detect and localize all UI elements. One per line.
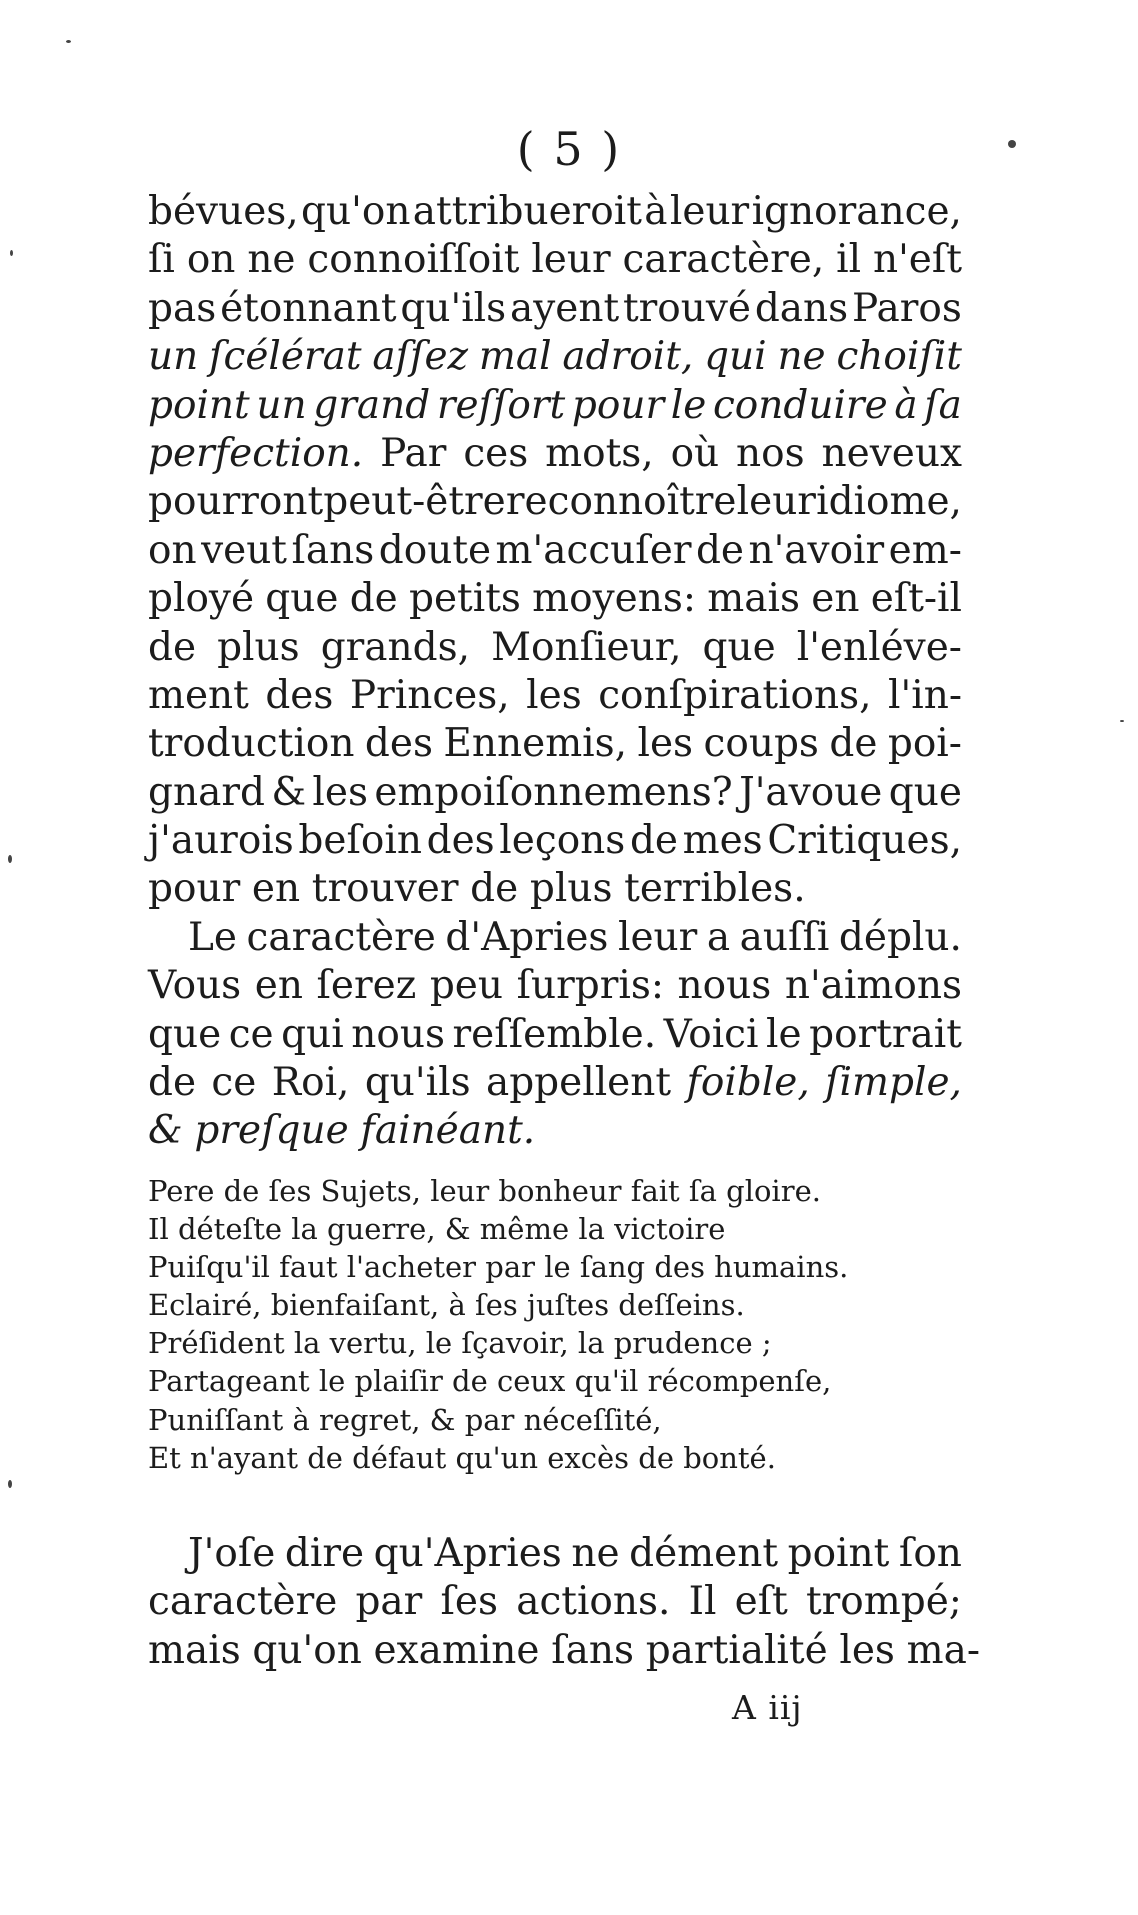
word: dire [284,1531,365,1576]
word: auſſi [739,914,830,960]
word: de [148,1060,197,1106]
word: de [695,527,744,573]
word: nos [736,430,805,476]
word: un [148,334,199,380]
word: eſt-il [870,576,962,622]
text-line [148,1011,962,1059]
word: à [644,189,668,234]
word: en [251,866,301,912]
word: ſerez [316,963,417,1009]
text-line [148,1578,962,1626]
text-line [148,575,962,623]
word: que [888,769,962,815]
word: J'avoue [739,769,883,815]
word: mais [707,576,800,622]
word: portrait [809,1011,962,1057]
word: pour [571,382,665,428]
text-line [148,1059,962,1107]
word: étonnant [220,285,397,331]
word: ſcélérat [209,334,362,380]
text-line [148,624,962,672]
word: coups [703,721,819,767]
verse-line: Pere de ſes Sujets, leur bonheur fait ſa gloire. [148,1174,821,1208]
paragraph-3 [148,1530,981,1675]
word: ſon [898,1531,962,1576]
word: em- [888,527,962,573]
word: ſans [551,1627,635,1673]
ink-speck [8,855,12,863]
word: reconnoître [505,479,737,525]
word: & [271,769,307,815]
verse-line: Préſident la vertu, le ſçavoir, la prudence ; [148,1326,772,1361]
word: idiome, [816,479,962,525]
text-line [148,188,962,236]
word: conſpirations, [598,672,872,718]
word: nous [351,1011,445,1057]
text-line [148,914,962,962]
word: point [787,1531,890,1576]
word: ce [211,1060,257,1106]
word: attribueroit [412,189,642,234]
text-line [148,382,962,430]
word: leur [617,914,698,960]
word: connoiſſoit [307,237,520,283]
text-line [148,817,962,865]
word: ne [777,334,826,380]
word: trompé; [805,1579,962,1625]
verse-line: Puiſqu'il faut l'acheter par le ſang des humains. [148,1250,849,1285]
word: reſſort [436,382,566,428]
word: Il [688,1579,717,1625]
word: ne [571,1531,620,1576]
word: neveux [821,430,962,476]
word: mais [148,1627,241,1673]
word: caractère [246,914,436,960]
word: Roi, [271,1060,350,1106]
word: d'Apries [445,914,609,960]
verse-block [148,1172,938,1477]
word: conduire [712,382,888,428]
text-line [148,672,962,720]
word: m'accuſer [495,527,692,573]
verse-line: Et n'ayant de défaut qu'un excès de bonté. [148,1440,776,1475]
verse-line: Il déteſte la guerre, & même la victoire [148,1212,726,1247]
word: moyens: [532,576,696,622]
word: il [836,237,862,283]
word: qui [704,334,767,380]
word: grand [313,382,431,428]
ink-speck [1008,140,1016,148]
word: les [637,721,694,767]
text-line [148,962,962,1010]
word: qu'ils [400,285,507,331]
word: Paros [852,285,962,331]
word: ayent [510,285,620,331]
word: Le [188,914,237,960]
ink-speck [10,250,13,256]
word: reſſemble. [452,1011,657,1057]
word: de [470,866,519,912]
word: Monſieur, [491,624,682,670]
word: ma- [906,1627,981,1673]
word: actions. [516,1579,671,1625]
word: peut-être [323,479,506,525]
word: trouvé [622,285,752,331]
word: petits [409,576,521,622]
word: doute [378,527,492,573]
word: beſoin [298,818,422,864]
word: Princes, [349,672,510,718]
text-line [148,1627,981,1675]
word: qui [281,1011,344,1057]
word: par [355,1579,423,1625]
word: empoiſonnemens? [374,769,733,815]
text-line [148,1107,962,1155]
word: Vous [148,963,242,1009]
word: leçons [499,818,626,864]
word: on [186,237,236,283]
word: Par [380,430,447,476]
signature-mark: A iij [732,1688,803,1727]
word: à [894,382,918,428]
word: partialité [645,1627,828,1673]
word: qu'on [301,189,411,234]
word: Ennemis, [443,721,628,767]
word: ſimple, [825,1060,962,1106]
word: des [364,721,433,767]
text-line [148,285,962,333]
text-line [148,430,962,478]
verse-line: Partageant le plaiſir de ceux qu'il récompenſe, [148,1364,832,1399]
text-line [148,1530,962,1578]
word: ſi [148,237,175,283]
word: bévues, [148,189,299,234]
word: pas [148,285,217,331]
text-line [148,865,962,913]
paragraph-2 [148,914,962,1156]
word: en [811,576,860,622]
word: déplu. [838,914,962,960]
word: perfection. [148,430,364,476]
word: appellent [485,1060,672,1106]
word: pour [148,866,241,912]
word: gnard [148,769,265,815]
text-line [148,333,962,381]
word: adroit, [562,334,694,380]
paragraph-1 [148,188,962,1156]
word: examine [373,1627,540,1673]
word: eſt [734,1579,788,1625]
word: leur [736,479,816,525]
text-line [148,527,962,575]
page-number: ( 5 ) [516,122,622,176]
text-line [148,769,962,817]
ink-speck [8,1480,12,1488]
word: foible, [686,1060,810,1106]
word: ignorance, [751,189,962,234]
word: veut [201,527,287,573]
word: le [670,382,707,428]
word: poi- [887,721,962,767]
word: grands, [320,624,471,670]
word: Voici [663,1011,759,1057]
word: terribles. [624,866,806,912]
word: les [839,1627,895,1673]
word: caractère, [622,237,825,283]
word: peu [429,963,504,1009]
word: l'in- [888,672,962,718]
word: les [312,769,368,815]
word: le [766,1011,802,1057]
word: où [670,430,720,476]
word: plus [529,866,613,912]
word: leur [531,237,611,283]
word: mal [478,334,552,380]
word: l'enléve- [796,624,962,670]
word: ment [148,672,249,718]
word: qu'on [252,1627,362,1673]
word: qu'Apries [373,1531,562,1576]
word: aſſez [372,334,469,380]
word: leur [669,189,750,234]
word: que [265,576,339,622]
ink-speck [66,40,71,43]
word: ployé [148,576,255,622]
word: j'aurois [148,818,294,864]
word: trouver [311,866,459,912]
word: que [702,624,776,670]
verse-line: Puniſſant à regret, & par néceſſité, [148,1402,662,1437]
word: preſque [194,1108,349,1154]
word: de [629,818,678,864]
word: a [706,914,731,960]
word: ſes [440,1579,499,1625]
word: ſans [291,527,375,573]
word: on [148,527,197,573]
word: ce [228,1011,274,1057]
word: un [256,382,307,428]
word: dément [629,1531,779,1576]
text-line [148,236,962,284]
word: de [829,721,878,767]
word: en [254,963,303,1009]
word: que [148,1011,222,1057]
word: & [148,1108,183,1154]
word: fainéant. [360,1108,536,1154]
word: nous [677,963,772,1009]
text-line [148,720,962,768]
word: Critiques, [767,818,962,864]
word: J'oſe [188,1531,276,1576]
word: choiſit [836,334,962,380]
word: plus [217,624,300,670]
text-line [148,478,962,526]
word: mes [682,818,763,864]
word: mots, [545,430,654,476]
word: ſa [924,382,962,428]
word: qu'ils [364,1060,471,1106]
word: n'eſt [872,237,962,283]
word: ces [463,430,529,476]
word: troduction [148,721,355,767]
word: point [148,382,250,428]
word: des [265,672,334,718]
word: dans [754,285,849,331]
word: pourront [148,479,324,525]
word: des [426,818,495,864]
ink-speck [1120,720,1124,722]
word: n'aimons [784,963,962,1009]
word: ne [247,237,296,283]
verse-line: Eclairé, bienfaiſant, à ſes juſtes deſſeins. [148,1288,745,1323]
word: les [526,672,582,718]
word: ſurpris: [516,963,664,1009]
word: de [148,624,197,670]
word: n'avoir [748,527,885,573]
word: de [349,576,398,622]
word: caractère [148,1579,338,1625]
